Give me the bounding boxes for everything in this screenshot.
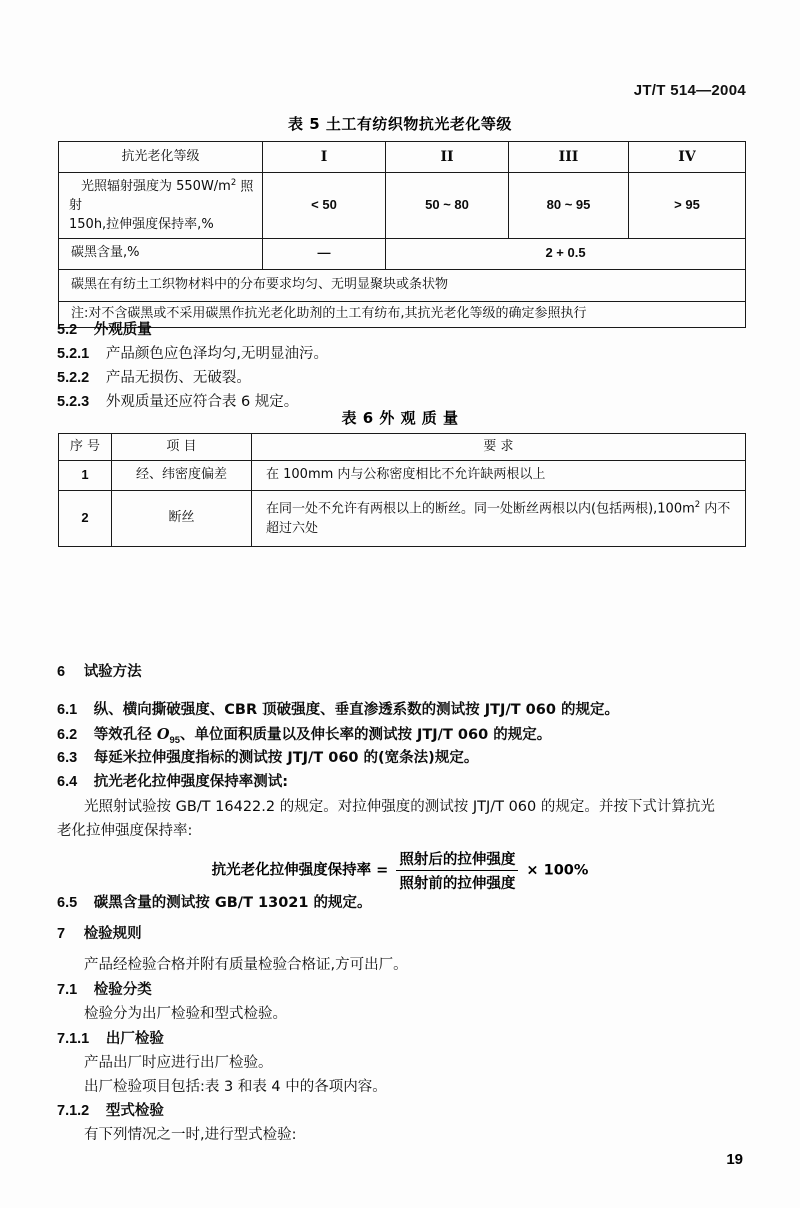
- clause-7-1-heading: [57, 981, 152, 1001]
- section-7-intro: 产品经检验合格并附有质量检验合格证,方可出厂。: [84, 957, 408, 973]
- clause-6-1-number: 6.1: [57, 702, 78, 718]
- clause-6-5: [57, 894, 372, 914]
- table5-row1-label-pre: 光照辐射强度为 550W/m: [81, 179, 231, 195]
- table6-row2-req-pre: 在同一处不允许有两根以上的断丝。同一处断丝两根以内(包括两根),100m: [266, 501, 695, 517]
- clause-7-1-1-heading: [57, 1030, 164, 1050]
- clause-7-1-1-number: 7.1.1: [57, 1031, 90, 1047]
- table-row: [59, 269, 746, 301]
- clause-5-2-2: [57, 369, 251, 389]
- clause-5-2-3-number: 5.2.3: [57, 394, 90, 410]
- clause-7-1-title: 检验分类: [93, 982, 152, 998]
- table5-row1-label-line2: 150h,拉伸强度保持率,%: [69, 217, 214, 233]
- clause-6-2-text-post: 、单位面积质量以及伸长率的测试按 JTJ/T 060 的规定。: [179, 727, 552, 743]
- table6-row2-no: 2: [59, 491, 112, 547]
- table5-header-cell-3: III: [509, 142, 629, 173]
- formula-left-hand-side: 抗光老化拉伸强度保持率 =: [211, 862, 389, 879]
- clause-7-1-2-body-1: 有下列情况之一时,进行型式检验:: [84, 1127, 297, 1143]
- table6-row2-requirement: [252, 491, 746, 547]
- table6-row2-req-line2: 超过六处: [266, 520, 319, 536]
- section-6-heading: [57, 663, 142, 683]
- table5-row1-label-sup: 2: [230, 177, 237, 187]
- formula-multiplier: × 100%: [526, 862, 589, 879]
- table5-row1-value-3: > 95: [629, 173, 746, 239]
- clause-6-4-body-line2: 老化拉伸强度保持率:: [57, 823, 193, 839]
- table5-header-cell-1: I: [263, 142, 386, 173]
- section-7-number: 7: [57, 926, 66, 942]
- clause-7-1-2-number: 7.1.2: [57, 1103, 90, 1119]
- page-number: 19: [726, 1151, 743, 1168]
- formula-denominator: 照射前的拉伸强度: [399, 876, 516, 892]
- table6-row1-no: 1: [59, 461, 112, 491]
- table-row: [59, 142, 746, 173]
- standard-number-header: JT/T 514—2004: [633, 82, 746, 99]
- table-row: [59, 173, 746, 239]
- table5-row2-label: 碳黑含量,%: [59, 238, 263, 269]
- clause-5-2-2-text: 产品无损伤、无破裂。: [105, 370, 251, 386]
- table5-header-cell-4: IV: [629, 142, 746, 173]
- clause-6-5-number: 6.5: [57, 895, 78, 911]
- clause-6-4: [57, 773, 288, 793]
- section-7-heading: [57, 925, 142, 945]
- clause-5-2-2-number: 5.2.2: [57, 370, 90, 386]
- clause-6-2: [57, 725, 551, 747]
- clause-6-1-text: 纵、横向撕破强度、CBR 顶破强度、垂直渗透系数的测试按 JTJ/T 060 的规定。: [93, 702, 619, 718]
- formula-numerator: 照射后的拉伸强度: [396, 848, 518, 871]
- table6-header-cell-2: 要 求: [252, 434, 746, 461]
- table-row: [59, 238, 746, 269]
- clause-6-4-body-line1: 光照射试验按 GB/T 16422.2 的规定。对拉伸强度的测试按 JTJ/T 060 的规定。并按下式计算抗光: [84, 799, 715, 815]
- table5-row1-value-1: 50 ~ 80: [386, 173, 509, 239]
- table-5-photo-aging-grades: [58, 141, 746, 328]
- table6-header-cell-0: 序 号: [59, 434, 112, 461]
- table6-header-cell-1: 项 目: [112, 434, 252, 461]
- clause-5-2-1: [57, 345, 328, 365]
- clause-6-2-symbol: O: [156, 726, 170, 743]
- table6-caption: 表 6 外 观 质 量: [341, 409, 459, 427]
- table5-header-cell-2: II: [386, 142, 509, 173]
- section-7-title: 检验规则: [83, 926, 142, 942]
- clause-7-1-1-body-2: 出厂检验项目包括:表 3 和表 4 中的各项内容。: [84, 1079, 387, 1095]
- table6-row2-req-post: 内不: [700, 501, 731, 517]
- table5-full-width-requirement: 碳黑在有纺土工织物材料中的分布要求均匀、无明显聚块或条状物: [59, 269, 746, 301]
- clause-7-1-1-title: 出厂检验: [105, 1031, 164, 1047]
- clause-6-4-number: 6.4: [57, 774, 78, 790]
- clause-6-3: [57, 749, 478, 769]
- clause-6-4-text: 抗光老化拉伸强度保持率测试:: [93, 774, 289, 790]
- table6-row2-req-sup: 2: [694, 499, 701, 510]
- table5-caption: 表 5 土工有纺织物抗光老化等级: [288, 115, 512, 133]
- table5-row2-span-value: 2 + 0.5: [386, 238, 746, 269]
- clause-7-1-2-heading: [57, 1102, 164, 1122]
- clause-6-5-text: 碳黑含量的测试按 GB/T 13021 的规定。: [93, 895, 372, 911]
- table5-header-cell-0: 抗光老化等级: [59, 142, 263, 173]
- table5-row1-value-0: < 50: [263, 173, 386, 239]
- section-5-2-number: 5.2: [57, 322, 78, 338]
- table-row: [59, 434, 746, 461]
- table-row: [59, 491, 746, 547]
- clause-7-1-body: 检验分为出厂检验和型式检验。: [84, 1006, 287, 1022]
- formula-fraction: [396, 848, 518, 893]
- section-5-2-heading: [57, 321, 152, 341]
- clause-5-2-1-text: 产品颜色应色泽均匀,无明显油污。: [105, 346, 328, 362]
- table6-row1-requirement: 在 100mm 内与公称密度相比不允许缺两根以上: [252, 461, 746, 491]
- clause-6-2-text-pre: 等效孔径: [93, 727, 157, 743]
- table-row: [59, 461, 746, 491]
- table6-row1-item: 经、纬密度偏差: [112, 461, 252, 491]
- clause-7-1-number: 7.1: [57, 982, 78, 998]
- table5-row2-dash: —: [263, 238, 386, 269]
- table5-row1-value-2: 80 ~ 95: [509, 173, 629, 239]
- table6-row2-item: 断丝: [112, 491, 252, 547]
- section-6-number: 6: [57, 664, 66, 680]
- section-5-2-title: 外观质量: [93, 322, 152, 338]
- clause-5-2-1-number: 5.2.1: [57, 346, 90, 362]
- table5-row1-label-post: 照射: [69, 179, 254, 214]
- clause-6-2-number: 6.2: [57, 727, 78, 743]
- clause-6-3-number: 6.3: [57, 750, 78, 766]
- table-row: [59, 301, 746, 327]
- table-6-appearance-quality: [58, 433, 746, 547]
- clause-7-1-2-title: 型式检验: [105, 1103, 164, 1119]
- table5-row1-label: [59, 173, 263, 239]
- table5-note: 注:对不含碳黑或不采用碳黑作抗光老化助剂的土工有纺布,其抗光老化等级的确定参照执行: [59, 301, 746, 327]
- section-6-title: 试验方法: [83, 664, 142, 680]
- clause-6-3-text: 每延米拉伸强度指标的测试按 JTJ/T 060 的(宽条法)规定。: [93, 750, 479, 766]
- retention-rate-formula: [0, 848, 800, 893]
- clause-5-2-3-text: 外观质量还应符合表 6 规定。: [105, 394, 299, 410]
- clause-6-1: [57, 701, 619, 721]
- clause-6-2-symbol-sub: 95: [169, 733, 180, 745]
- clause-7-1-1-body-1: 产品出厂时应进行出厂检验。: [84, 1055, 273, 1071]
